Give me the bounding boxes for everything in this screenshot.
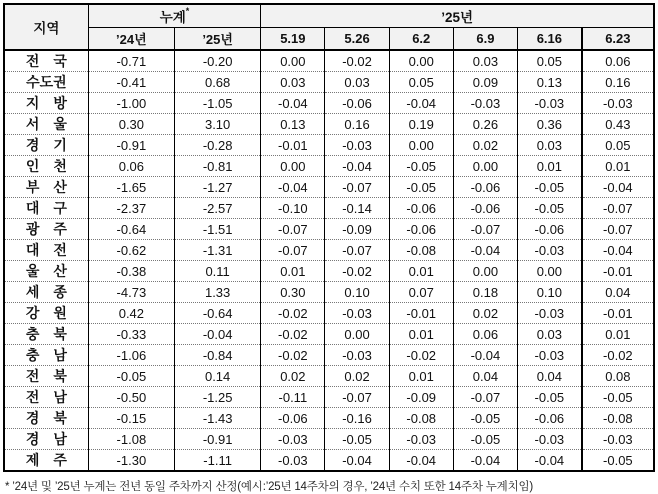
value-cell: -0.16 <box>325 408 389 429</box>
value-cell: -0.06 <box>325 93 389 114</box>
region-name: 대 구 <box>4 198 88 219</box>
value-cell: 0.13 <box>518 72 582 93</box>
region-name: 부 산 <box>4 177 88 198</box>
value-cell: 0.01 <box>582 324 654 345</box>
value-cell: 0.02 <box>453 135 517 156</box>
value-cell: 0.00 <box>325 324 389 345</box>
value-cell: -0.07 <box>325 387 389 408</box>
value-cell: -0.08 <box>389 240 453 261</box>
value-cell: 0.30 <box>88 114 174 135</box>
value-cell: 0.05 <box>518 50 582 72</box>
value-cell: -0.08 <box>389 408 453 429</box>
subheader-week-5-26: 5.26 <box>325 28 389 51</box>
table-row <box>4 240 654 261</box>
value-cell: -0.06 <box>453 198 517 219</box>
region-name: 충 북 <box>4 324 88 345</box>
value-cell: 0.11 <box>175 261 261 282</box>
value-cell: 0.04 <box>518 366 582 387</box>
table-row <box>4 261 654 282</box>
value-cell: 0.06 <box>88 156 174 177</box>
value-cell: -0.01 <box>389 303 453 324</box>
table-row <box>4 50 654 72</box>
value-cell: -0.07 <box>582 198 654 219</box>
value-cell: -0.06 <box>261 408 325 429</box>
value-cell: -0.01 <box>582 303 654 324</box>
value-cell: -0.10 <box>261 198 325 219</box>
value-cell: -0.04 <box>453 240 517 261</box>
table-row <box>4 72 654 93</box>
value-cell: -0.05 <box>88 366 174 387</box>
value-cell: -0.09 <box>389 387 453 408</box>
value-cell: 0.00 <box>389 50 453 72</box>
value-cell: 0.08 <box>582 366 654 387</box>
value-cell: -0.03 <box>261 429 325 450</box>
value-cell: -0.02 <box>261 324 325 345</box>
value-cell: -1.31 <box>175 240 261 261</box>
value-cell: -0.04 <box>582 177 654 198</box>
subheader-week-6-23: 6.23 <box>582 28 654 51</box>
value-cell: 0.01 <box>261 261 325 282</box>
region-name: 서 울 <box>4 114 88 135</box>
year-2025-column-header: ’25년 <box>261 4 654 28</box>
value-cell: 0.43 <box>582 114 654 135</box>
value-cell: -0.03 <box>582 93 654 114</box>
region-name: 전 남 <box>4 387 88 408</box>
table-row <box>4 198 654 219</box>
value-cell: -0.07 <box>261 219 325 240</box>
subheader-year-2025: ’25년 <box>175 28 261 51</box>
value-cell: -0.84 <box>175 345 261 366</box>
value-cell: -0.04 <box>175 324 261 345</box>
value-cell: -0.02 <box>389 345 453 366</box>
value-cell: 0.04 <box>453 366 517 387</box>
value-cell: -0.04 <box>453 450 517 472</box>
value-cell: -0.04 <box>325 450 389 472</box>
table-row <box>4 324 654 345</box>
region-name: 울 산 <box>4 261 88 282</box>
value-cell: 0.01 <box>389 324 453 345</box>
region-name: 광 주 <box>4 219 88 240</box>
value-cell: -0.03 <box>325 303 389 324</box>
table-body <box>4 50 654 471</box>
value-cell: -0.05 <box>325 429 389 450</box>
value-cell: -0.03 <box>582 429 654 450</box>
value-cell: 0.00 <box>518 261 582 282</box>
region-name: 지 방 <box>4 93 88 114</box>
value-cell: 0.36 <box>518 114 582 135</box>
value-cell: -0.05 <box>582 450 654 472</box>
value-cell: -1.00 <box>88 93 174 114</box>
table-row <box>4 282 654 303</box>
table-row <box>4 429 654 450</box>
value-cell: -1.30 <box>88 450 174 472</box>
value-cell: -0.07 <box>261 240 325 261</box>
value-cell: 0.18 <box>453 282 517 303</box>
value-cell: 0.07 <box>389 282 453 303</box>
value-cell: -0.14 <box>325 198 389 219</box>
table-row <box>4 135 654 156</box>
value-cell: -1.25 <box>175 387 261 408</box>
region-name: 대 전 <box>4 240 88 261</box>
value-cell: -0.50 <box>88 387 174 408</box>
value-cell: 0.01 <box>389 261 453 282</box>
value-cell: 0.01 <box>389 366 453 387</box>
value-cell: 0.02 <box>261 366 325 387</box>
value-cell: -0.03 <box>518 303 582 324</box>
value-cell: -0.05 <box>389 156 453 177</box>
value-cell: -0.03 <box>453 93 517 114</box>
value-cell: -0.08 <box>582 408 654 429</box>
value-cell: 0.03 <box>261 72 325 93</box>
value-cell: -0.02 <box>325 50 389 72</box>
value-cell: 0.01 <box>582 156 654 177</box>
value-cell: -0.01 <box>261 135 325 156</box>
value-cell: -1.11 <box>175 450 261 472</box>
value-cell: -4.73 <box>88 282 174 303</box>
value-cell: -2.37 <box>88 198 174 219</box>
value-cell: -0.62 <box>88 240 174 261</box>
value-cell: 0.26 <box>453 114 517 135</box>
region-name: 수도권 <box>4 72 88 93</box>
value-cell: -0.07 <box>453 387 517 408</box>
value-cell: -0.03 <box>518 345 582 366</box>
value-cell: -0.04 <box>261 177 325 198</box>
table-row <box>4 450 654 472</box>
value-cell: -1.43 <box>175 408 261 429</box>
region-name: 세 종 <box>4 282 88 303</box>
value-cell: -0.03 <box>325 135 389 156</box>
value-cell: -1.08 <box>88 429 174 450</box>
region-name: 경 북 <box>4 408 88 429</box>
table-row <box>4 219 654 240</box>
value-cell: 0.10 <box>518 282 582 303</box>
value-cell: -0.07 <box>325 240 389 261</box>
value-cell: -0.02 <box>261 303 325 324</box>
region-column-header: 지역 <box>4 4 88 50</box>
value-cell: 0.05 <box>582 135 654 156</box>
value-cell: 0.00 <box>453 261 517 282</box>
value-cell: 0.03 <box>453 50 517 72</box>
table-header <box>4 4 654 50</box>
table-row <box>4 156 654 177</box>
value-cell: 0.02 <box>325 366 389 387</box>
value-cell: 1.33 <box>175 282 261 303</box>
value-cell: -0.07 <box>582 219 654 240</box>
region-name: 제 주 <box>4 450 88 472</box>
value-cell: -0.71 <box>88 50 174 72</box>
value-cell: 0.03 <box>325 72 389 93</box>
value-cell: 0.30 <box>261 282 325 303</box>
value-cell: 0.14 <box>175 366 261 387</box>
footnote-marker: * <box>185 6 190 16</box>
value-cell: -0.05 <box>518 177 582 198</box>
value-cell: -1.05 <box>175 93 261 114</box>
value-cell: 0.10 <box>325 282 389 303</box>
value-cell: -0.03 <box>325 345 389 366</box>
subheader-week-6-9: 6.9 <box>453 28 517 51</box>
value-cell: -0.04 <box>389 450 453 472</box>
value-cell: 0.03 <box>518 135 582 156</box>
value-cell: -0.04 <box>518 450 582 472</box>
region-name: 인 천 <box>4 156 88 177</box>
value-cell: -0.02 <box>582 345 654 366</box>
table-footnote: * ’24년 및 ’25년 누계는 전년 동일 주차까지 산정(예시:’25년 14주차의 경우, ’24년 수치 또한 14주차 누계치임) <box>5 481 534 493</box>
value-cell: -0.41 <box>88 72 174 93</box>
value-cell: -0.06 <box>518 408 582 429</box>
value-cell: -0.04 <box>261 93 325 114</box>
table-row <box>4 93 654 114</box>
value-cell: -0.07 <box>453 219 517 240</box>
value-cell: 0.06 <box>453 324 517 345</box>
value-cell: 0.00 <box>261 50 325 72</box>
region-name: 전 북 <box>4 366 88 387</box>
value-cell: -0.11 <box>261 387 325 408</box>
value-cell: 0.06 <box>582 50 654 72</box>
subheader-week-6-16: 6.16 <box>518 28 582 51</box>
value-cell: 0.04 <box>582 282 654 303</box>
value-cell: -0.06 <box>453 177 517 198</box>
value-cell: -0.05 <box>453 429 517 450</box>
value-cell: -0.28 <box>175 135 261 156</box>
value-cell: 0.16 <box>325 114 389 135</box>
value-cell: -0.15 <box>88 408 174 429</box>
value-cell: -0.64 <box>175 303 261 324</box>
value-cell: 0.68 <box>175 72 261 93</box>
value-cell: 0.16 <box>582 72 654 93</box>
value-cell: 0.02 <box>453 303 517 324</box>
table-row <box>4 366 654 387</box>
value-cell: -0.81 <box>175 156 261 177</box>
value-cell: 0.00 <box>453 156 517 177</box>
value-cell: -0.02 <box>325 261 389 282</box>
value-cell: -0.05 <box>518 198 582 219</box>
value-cell: -0.09 <box>325 219 389 240</box>
region-name: 전 국 <box>4 50 88 72</box>
value-cell: -0.33 <box>88 324 174 345</box>
region-name: 경 남 <box>4 429 88 450</box>
value-cell: 0.01 <box>518 156 582 177</box>
cumulative-label: 누계 <box>159 10 186 25</box>
value-cell: 0.09 <box>453 72 517 93</box>
value-cell: -0.91 <box>88 135 174 156</box>
value-cell: -2.57 <box>175 198 261 219</box>
value-cell: -0.04 <box>582 240 654 261</box>
value-cell: -0.64 <box>88 219 174 240</box>
region-name: 경 기 <box>4 135 88 156</box>
value-cell: 0.03 <box>518 324 582 345</box>
value-cell: -0.06 <box>518 219 582 240</box>
value-cell: -0.05 <box>582 387 654 408</box>
region-name: 충 남 <box>4 345 88 366</box>
table-row <box>4 387 654 408</box>
value-cell: -0.03 <box>518 429 582 450</box>
value-cell: 0.19 <box>389 114 453 135</box>
value-cell: -0.03 <box>389 429 453 450</box>
value-cell: 0.42 <box>88 303 174 324</box>
region-name: 강 원 <box>4 303 88 324</box>
value-cell: -0.05 <box>389 177 453 198</box>
value-cell: -0.04 <box>453 345 517 366</box>
value-cell: -0.04 <box>325 156 389 177</box>
table-row <box>4 408 654 429</box>
value-cell: -1.27 <box>175 177 261 198</box>
value-cell: -0.07 <box>325 177 389 198</box>
table-row <box>4 303 654 324</box>
subheader-week-6-2: 6.2 <box>389 28 453 51</box>
value-cell: -0.04 <box>389 93 453 114</box>
table-row <box>4 345 654 366</box>
value-cell: -0.06 <box>389 198 453 219</box>
subheader-week-5-19: 5.19 <box>261 28 325 51</box>
value-cell: -0.05 <box>453 408 517 429</box>
value-cell: 0.05 <box>389 72 453 93</box>
value-cell: -0.05 <box>518 387 582 408</box>
value-cell: 0.13 <box>261 114 325 135</box>
table-row <box>4 114 654 135</box>
value-cell: 3.10 <box>175 114 261 135</box>
value-cell: -0.03 <box>518 240 582 261</box>
regional-price-table <box>3 3 655 472</box>
value-cell: 0.00 <box>389 135 453 156</box>
value-cell: -0.02 <box>261 345 325 366</box>
value-cell: -0.01 <box>582 261 654 282</box>
value-cell: -0.03 <box>518 93 582 114</box>
value-cell: -0.38 <box>88 261 174 282</box>
value-cell: -1.06 <box>88 345 174 366</box>
value-cell: 0.00 <box>261 156 325 177</box>
value-cell: -0.91 <box>175 429 261 450</box>
value-cell: -0.20 <box>175 50 261 72</box>
value-cell: -0.06 <box>389 219 453 240</box>
cumulative-column-header <box>88 4 261 28</box>
table-row <box>4 177 654 198</box>
value-cell: -0.03 <box>261 450 325 472</box>
value-cell: -1.65 <box>88 177 174 198</box>
value-cell: -1.51 <box>175 219 261 240</box>
subheader-year-2024: ’24년 <box>88 28 174 51</box>
